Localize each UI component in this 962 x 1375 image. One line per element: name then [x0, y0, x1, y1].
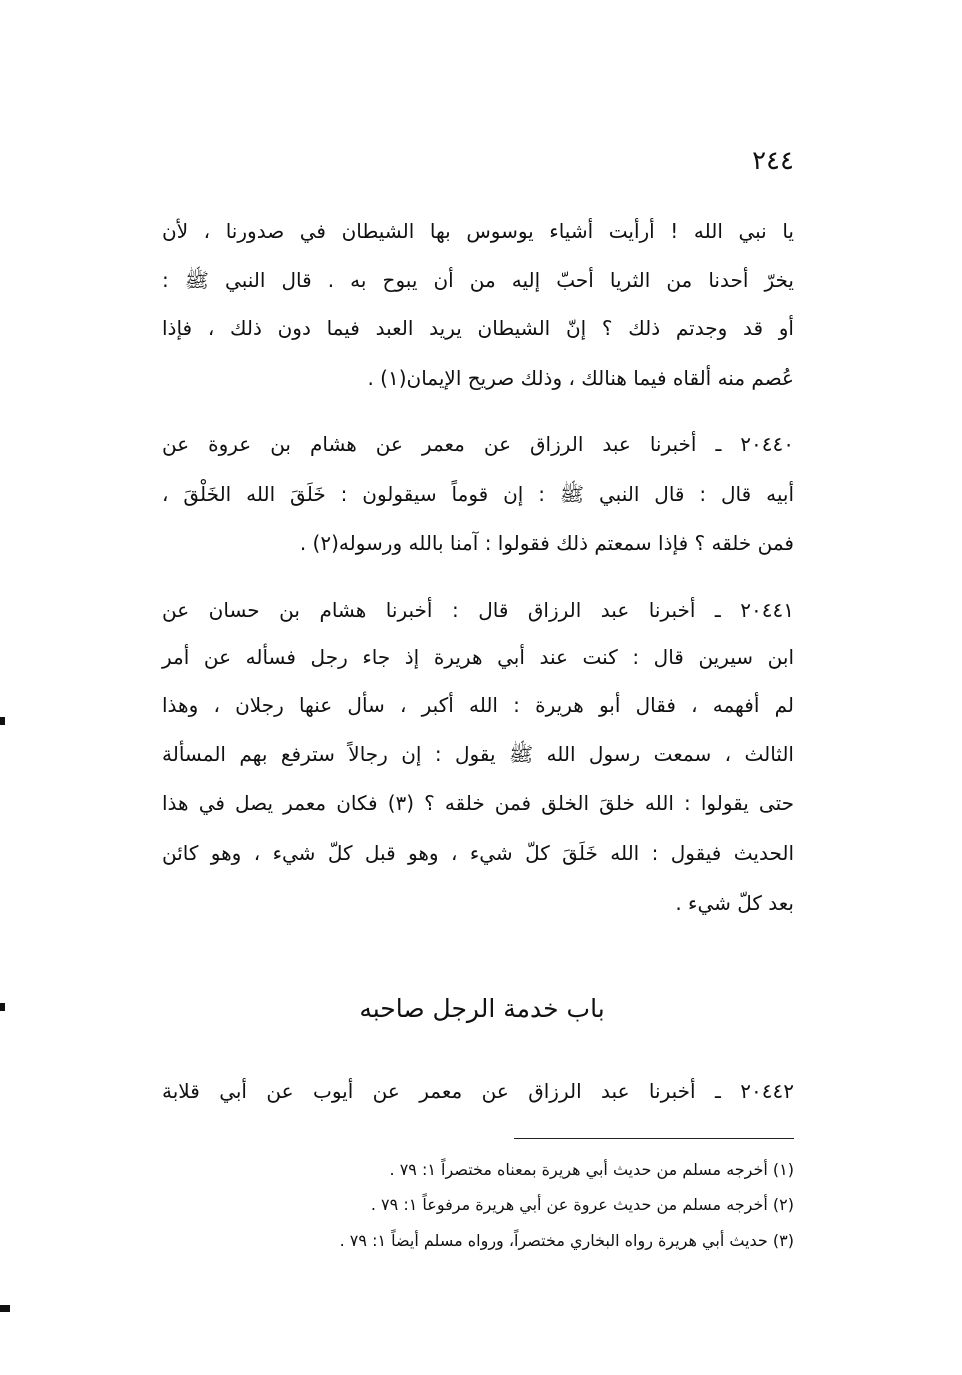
section-heading: باب خدمة الرجل صاحبه [359, 994, 605, 1023]
scan-mark-bottom [0, 1305, 10, 1312]
text-line-4: عُصم منه ألقاه فيما هنالك ، وذلك صريح الإيمان(١) . [367, 366, 794, 390]
scan-mark-top [0, 717, 5, 725]
footnote-1: (١) أخرجه مسلم من حديث أبي هريرة بمعناه مختصراً ١: ٧٩ . [389, 1160, 794, 1179]
text-line-1: يا نبي الله ! أرأيت أشياء يوسوس بها الشيطان في صدورنا ، لأن [162, 219, 794, 243]
text-line-3: أو قد وجدتم ذلك ؟ إنّ الشيطان يريد العبد فيما دون ذلك ، فإذا [162, 316, 794, 340]
text-line-9: ابن سيرين قال : كنت عند أبي هريرة إذ جاء رجل فسأله عن أمر [162, 645, 794, 669]
page-number: ٢٤٤ [752, 146, 794, 176]
footnote-3: (٣) حديث أبي هريرة رواه البخاري مختصراً، ورواه مسلم أيضاً ١: ٧٩ . [339, 1231, 794, 1250]
text-line-6: أبيه قال : قال النبي ﷺ : إن قوماً سيقولون : خَلَقَ الله الخَلْقَ ، [162, 482, 794, 506]
text-line-5: ٢٠٤٤٠ ـ أخبرنا عبد الرزاق عن معمر عن هشام بن عروة عن [162, 432, 794, 456]
text-line-14: بعد كلّ شيء . [675, 891, 794, 915]
text-line-15: ٢٠٤٤٢ ـ أخبرنا عبد الرزاق عن معمر عن أيوب عن أبي قلابة [162, 1079, 794, 1103]
text-line-12: حتى يقولوا : الله خلقَ الخلق فمن خلقه ؟ (٣) فكان معمر يصل في هذا [162, 791, 794, 815]
scan-mark-middle [0, 1003, 5, 1011]
text-line-2: يخرّ أحدنا من الثريا أحبّ إليه من أن يبوح به . قال النبي ﷺ : [162, 268, 794, 292]
footnote-2: (٢) أخرجه مسلم من حديث عروة عن أبي هريرة مرفوعاً ١: ٧٩ . [370, 1195, 794, 1214]
text-line-7: فمن خلقه ؟ فإذا سمعتم ذلك فقولوا : آمنا بالله ورسوله(٢) . [299, 531, 794, 555]
text-line-10: لم أفهمه ، فقال أبو هريرة : الله أكبر ، سأل عنها رجلان ، وهذا [162, 693, 794, 717]
text-line-13: الحديث فيقول : الله خَلَقَ كلّ شيء ، وهو قبل كلّ شيء ، وهو كائن [162, 841, 794, 865]
text-line-11: الثالث ، سمعت رسول الله ﷺ يقول : إن رجالاً سترفع بهم المسألة [162, 742, 794, 766]
footnote-rule [514, 1138, 794, 1139]
text-line-8: ٢٠٤٤١ ـ أخبرنا عبد الرزاق قال : أخبرنا هشام بن حسان عن [162, 598, 794, 622]
